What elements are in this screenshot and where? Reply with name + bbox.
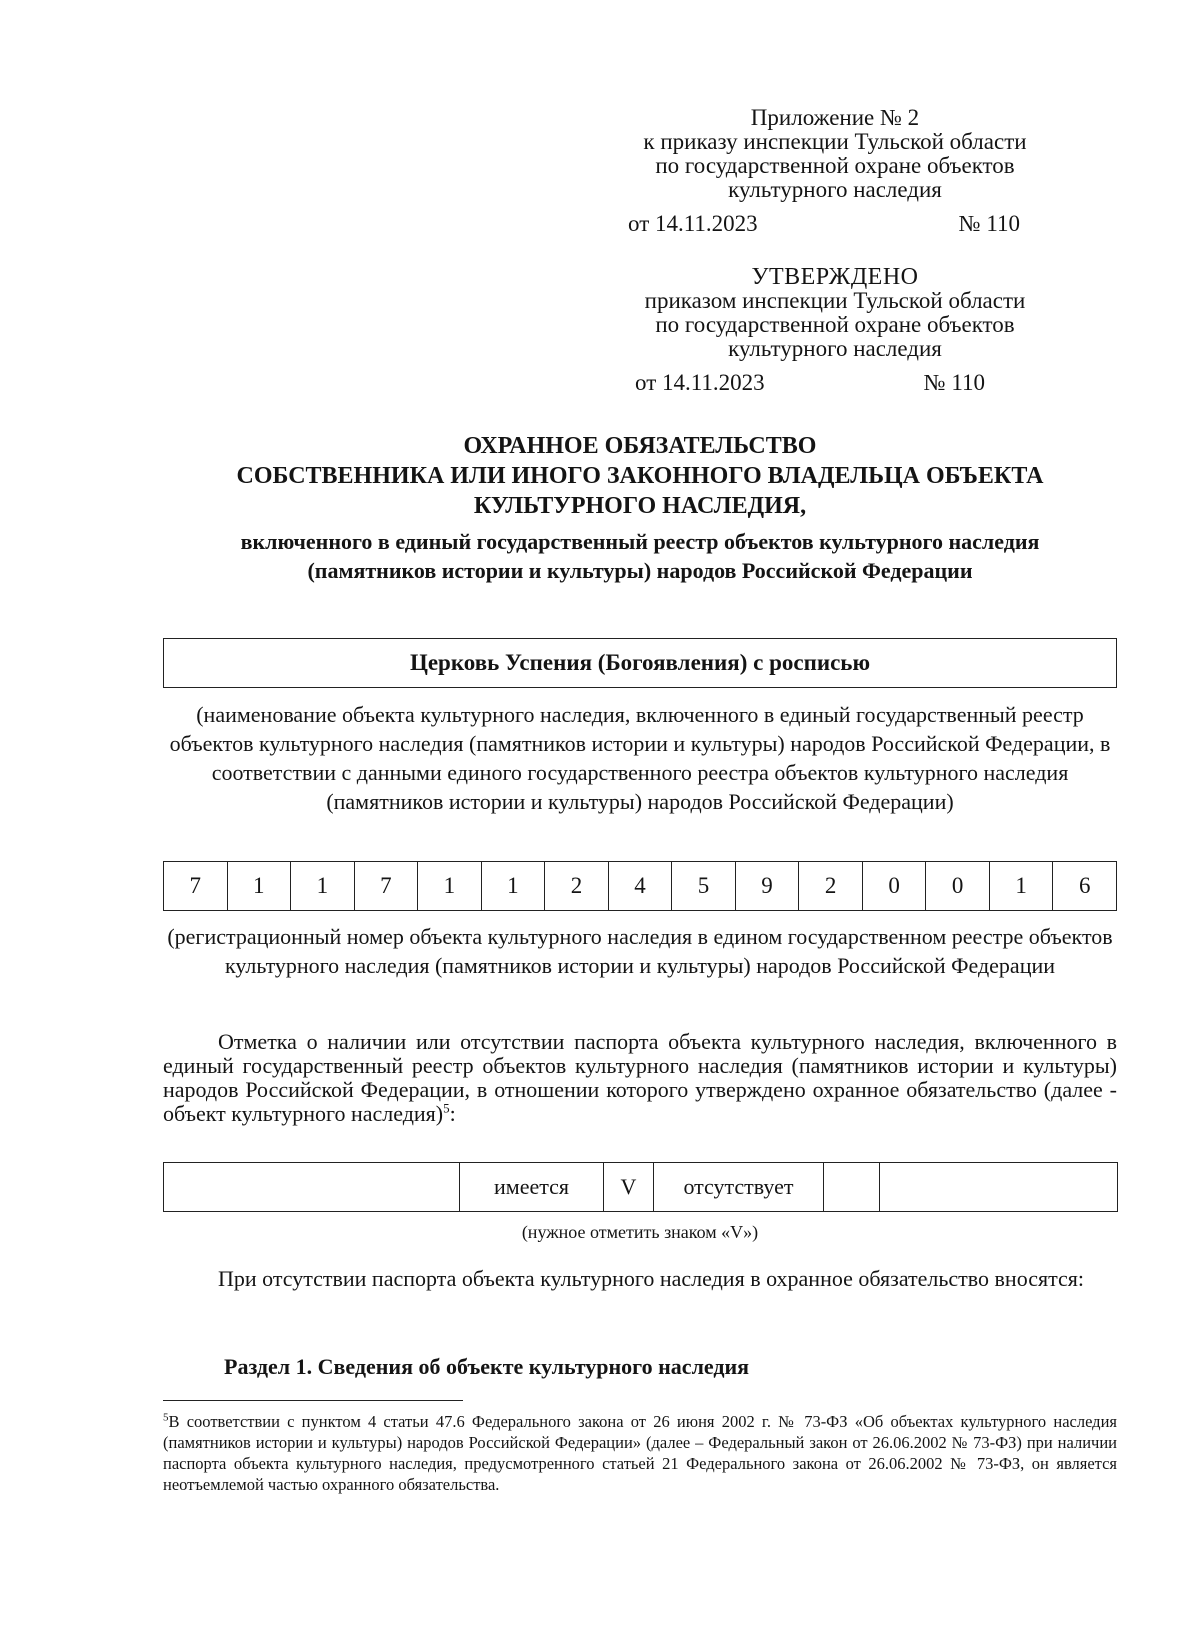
empty-cell xyxy=(164,1163,460,1212)
reg-digit-cell: 1 xyxy=(227,862,291,911)
approval-line: культурного наследия xyxy=(728,336,942,361)
appendix-block xyxy=(590,106,1080,236)
document-subtitle: включенного в единый государственный реестр объектов культурного наследия (памятников истории и культуры) народов Российской Федерации xyxy=(240,529,1040,583)
reg-digit-cell: 1 xyxy=(989,862,1053,911)
absence-paragraph: При отсутствии паспорта объекта культурного наследия в охранное обязательство вносятся: xyxy=(218,1266,1085,1291)
reg-digit-cell: 0 xyxy=(926,862,990,911)
passport-mark-row xyxy=(164,1163,1118,1212)
reg-digit-cell: 2 xyxy=(545,862,609,911)
reg-digit-cell: 7 xyxy=(164,862,228,911)
appendix-line: по государственной охране объектов xyxy=(655,153,1015,178)
reg-digit-cell: 7 xyxy=(354,862,418,911)
passport-paragraph xyxy=(163,1030,1117,1126)
reg-digit-cell: 9 xyxy=(735,862,799,911)
registration-number-caption: (регистрационный номер объекта культурного наследия в едином государственном реестре объектов культурного наследия (памятников истории и культуры) народов Российской Федерации xyxy=(167,924,1113,978)
appendix-number: № 110 xyxy=(958,211,1020,236)
reg-digit-cell: 6 xyxy=(1053,862,1117,911)
object-name: Церковь Успения (Богоявления) с росписью xyxy=(409,650,871,675)
mark-hint: (нужное отметить знаком «V») xyxy=(521,1222,759,1242)
appendix-line: культурного наследия xyxy=(728,177,942,202)
approval-line: по государственной охране объектов xyxy=(655,312,1015,337)
appendix-line: к приказу инспекции Тульской области xyxy=(643,129,1027,154)
reg-digit-cell: 4 xyxy=(608,862,672,911)
approval-heading: УТВЕРЖДЕНО xyxy=(751,264,919,290)
reg-digit-cell: 1 xyxy=(481,862,545,911)
appendix-date: от 14.11.2023 xyxy=(628,211,758,236)
footnote-reference: 5 xyxy=(443,1100,450,1116)
passport-text: Отметка о наличии или отсутствии паспорта объекта культурного наследия, включенного в единый государственный реестр объектов культурного наследия (памятников истории и культуры) народов Российской Федерации, в отношении которого утверждено охранное обязательство (далее - объект культурного наследия) xyxy=(163,1029,1117,1126)
title-line: ОХРАННОЕ ОБЯЗАТЕЛЬСТВО xyxy=(463,433,817,459)
approval-date-line xyxy=(590,371,1080,395)
section-title: Раздел 1. Сведения об объекте культурного наследия xyxy=(224,1354,750,1379)
object-name-box xyxy=(163,638,1117,688)
absent-checkbox-cell[interactable] xyxy=(824,1163,880,1212)
reg-digit-cell: 2 xyxy=(799,862,863,911)
absent-label-cell: отсутствует xyxy=(654,1163,824,1212)
footnote-marker: 5 xyxy=(163,1411,169,1424)
passport-colon: : xyxy=(449,1101,456,1126)
title-line: КУЛЬТУРНОГО НАСЛЕДИЯ, xyxy=(473,493,807,519)
footnote-text: В соответствии с пунктом 4 статьи 47.6 Федерального закона от 26 июня 2002 г. № 73-ФЗ «Об объектах культурного наследия (памятников истории и культуры) народов Российской Федерации» (далее – Федеральный закон от 26.06.2002 № 73-ФЗ) при наличии паспорта объекта культурного наследия, предусмотренного статьей 21 Федерального закона от 26.06.2002 № 73-ФЗ, он является неотъемлемой частью охранного обязательства. xyxy=(163,1412,1117,1494)
registration-number-row xyxy=(164,862,1117,911)
approval-date: от 14.11.2023 xyxy=(635,370,765,395)
reg-digit-cell: 1 xyxy=(291,862,355,911)
present-label-cell: имеется xyxy=(460,1163,604,1212)
appendix-line: Приложение № 2 xyxy=(750,105,920,130)
approval-line: приказом инспекции Тульской области xyxy=(644,288,1026,313)
footnote xyxy=(163,1411,1117,1495)
present-checkbox-cell[interactable]: V xyxy=(604,1163,654,1212)
approval-number: № 110 xyxy=(923,370,985,395)
document-title xyxy=(160,431,1120,521)
footnote-divider xyxy=(163,1400,463,1401)
registration-number-table xyxy=(163,861,1117,911)
title-line: СОБСТВЕННИКА ИЛИ ИНОГО ЗАКОННОГО ВЛАДЕЛЬЦА ОБЪЕКТА xyxy=(236,463,1044,489)
reg-digit-cell: 0 xyxy=(862,862,926,911)
reg-digit-cell: 1 xyxy=(418,862,482,911)
object-name-caption: (наименование объекта культурного наследия, включенного в единый государственный реестр объектов культурного наследия (памятников истории и культуры) народов Российской Федерации, в соответствии с данными единого государственного реестра объектов культурного наследия (памятников истории и культуры) народов Российской Федерации) xyxy=(169,702,1111,814)
passport-mark-table xyxy=(163,1162,1118,1212)
empty-cell xyxy=(880,1163,1118,1212)
reg-digit-cell: 5 xyxy=(672,862,736,911)
approval-block xyxy=(590,265,1080,395)
appendix-date-line xyxy=(590,212,1080,236)
